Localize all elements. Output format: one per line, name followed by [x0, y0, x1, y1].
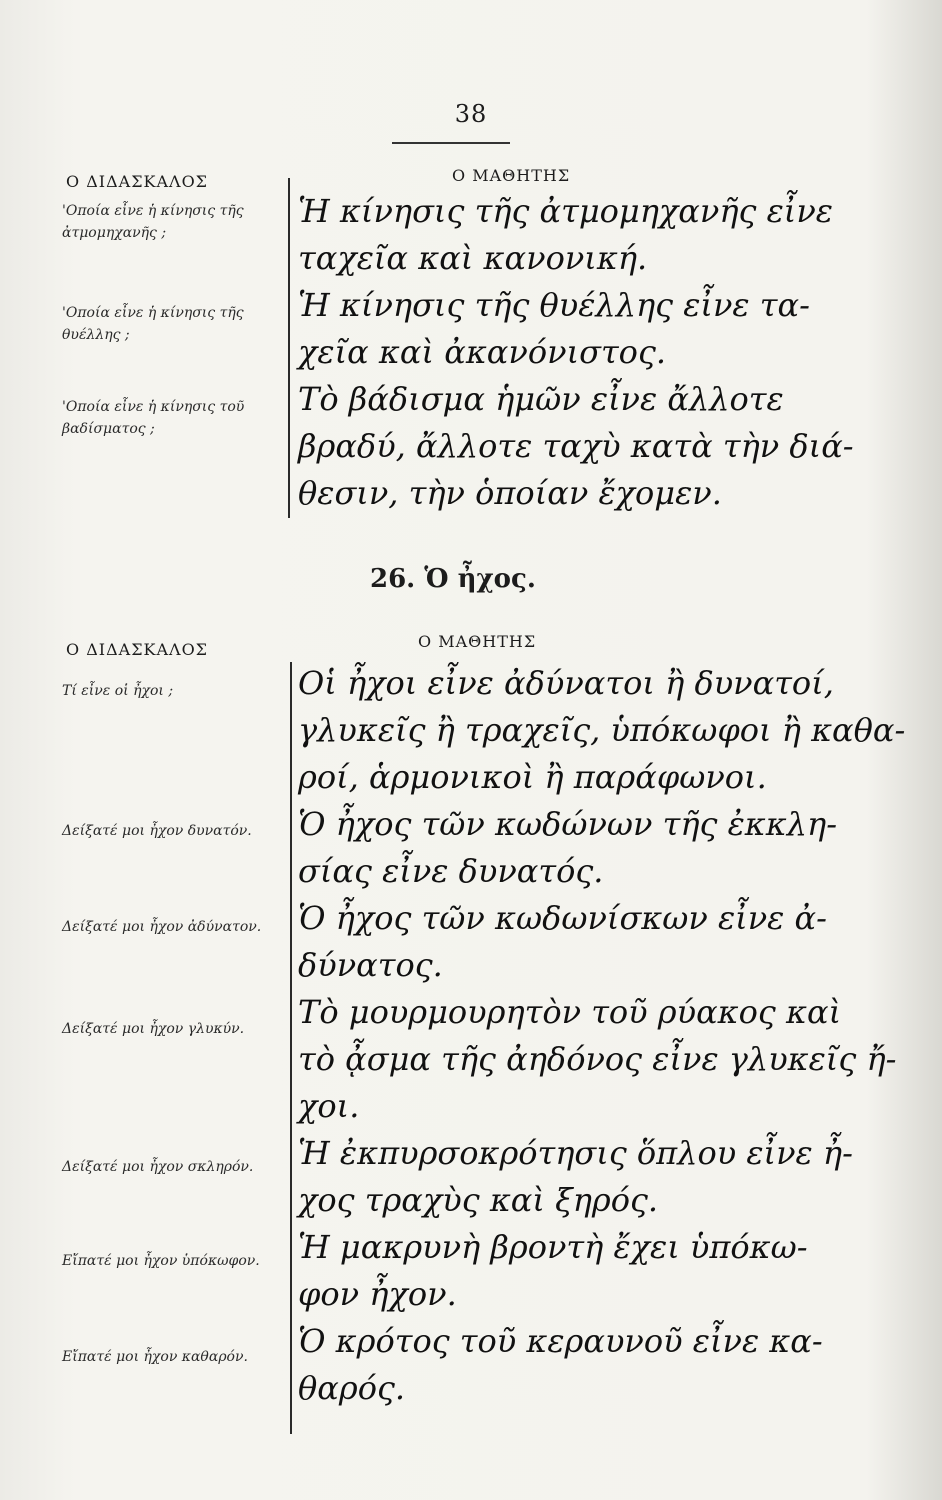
column-divider	[290, 662, 292, 1434]
question-text: Δείξατέ μοι ἦχον δυνατόν.	[62, 823, 252, 839]
student-heading: Ο ΜΑΘΗΤΗΣ	[452, 166, 571, 185]
answer-line: Ἡ κίνησις τῆς ἀτμομηχανῆς εἶνε	[298, 192, 833, 230]
answer-line: θαρός.	[298, 1369, 406, 1407]
answer-line: Ὁ ἦχος τῶν κωδωνίσκων εἶνε ἀ-	[298, 899, 827, 937]
answer-line: Ἡ ἐκπυρσοκρότησις ὅπλου εἶνε ἦ-	[298, 1134, 853, 1172]
answer-block	[298, 660, 906, 1412]
answer-line: ταχεῖα καὶ κανονική.	[298, 239, 648, 277]
section-title: 26. Ὁ ἦχος.	[370, 564, 536, 594]
question-text: Εἴπατέ μοι ἦχον καθαρόν.	[62, 1349, 248, 1365]
answer-line: Οἱ ἦχοι εἶνε ἀδύνατοι ἢ δυνατοί,	[298, 664, 834, 702]
answer-line: χοι.	[298, 1087, 360, 1125]
answer-line: τὸ ᾆσμα τῆς ἀηδόνος εἶνε γλυκεῖς ἤ-	[298, 1040, 897, 1078]
question-text: Εἴπατέ μοι ἦχον ὑπόκωφον.	[62, 1253, 260, 1269]
question-text: Δείξατέ μοι ἦχον γλυκύν.	[62, 1021, 245, 1037]
answer-line: δύνατος.	[298, 946, 443, 984]
page-number: 38	[454, 100, 488, 128]
answer-line: βραδύ, ἄλλοτε ταχὺ κατὰ τὴν διά-	[298, 427, 854, 465]
answer-line: Ἡ κίνησις τῆς θυέλλης εἶνε τα-	[298, 286, 810, 324]
question-text: Δείξατέ μοι ἦχον ἀδύνατον.	[62, 919, 262, 935]
answer-line: Ὁ κρότος τοῦ κεραυνοῦ εἶνε κα-	[298, 1322, 823, 1360]
student-heading: Ο ΜΑΘΗΤΗΣ	[418, 632, 537, 651]
question-text: Δείξατέ μοι ἦχον σκληρόν.	[62, 1159, 254, 1175]
answer-line: φον ἦχον.	[298, 1275, 457, 1313]
question-text: 'Οποία εἶνε ἡ κίνησις τοῦ βαδίσματος ;	[62, 399, 245, 437]
answer-line: Ὁ ἦχος τῶν κωδώνων τῆς ἐκκλη-	[298, 805, 837, 843]
question-text: 'Οποία εἶνε ἡ κίνησις τῆς θυέλλης ;	[62, 305, 244, 343]
answer-line: Ἡ μακρυνὴ βροντὴ ἔχει ὑπόκω-	[298, 1228, 808, 1266]
answer-line: ροί, ἁρμονικοὶ ἢ παράφωνοι.	[298, 758, 767, 796]
question-text: Τί εἶνε οἱ ἦχοι ;	[62, 683, 174, 699]
answer-block	[298, 188, 892, 517]
answer-line: θεσιν, τὴν ὁποίαν ἔχομεν.	[298, 474, 722, 512]
header-rule	[392, 142, 510, 144]
answer-line: Τὸ μουρμουρητὸν τοῦ ρύακος καὶ	[298, 993, 842, 1031]
answer-line: χεῖα καὶ ἀκανόνιστος.	[298, 333, 667, 371]
question-text: 'Οποία εἶνε ἡ κίνησις τῆς ἀτμομηχανῆς ;	[62, 203, 244, 241]
teacher-heading: Ο ΔΙΔΑΣΚΑΛΟΣ	[66, 640, 208, 659]
answer-line: γλυκεῖς ἢ τραχεῖς, ὑπόκωφοι ἢ καθα-	[298, 711, 906, 749]
answer-line: σίας εἶνε δυνατός.	[298, 852, 604, 890]
teacher-heading: Ο ΔΙΔΑΣΚΑΛΟΣ	[66, 172, 208, 191]
answer-line: Τὸ βάδισμα ἡμῶν εἶνε ἄλλοτε	[298, 380, 784, 418]
answer-line: χος τραχὺς καὶ ξηρός.	[298, 1181, 659, 1219]
